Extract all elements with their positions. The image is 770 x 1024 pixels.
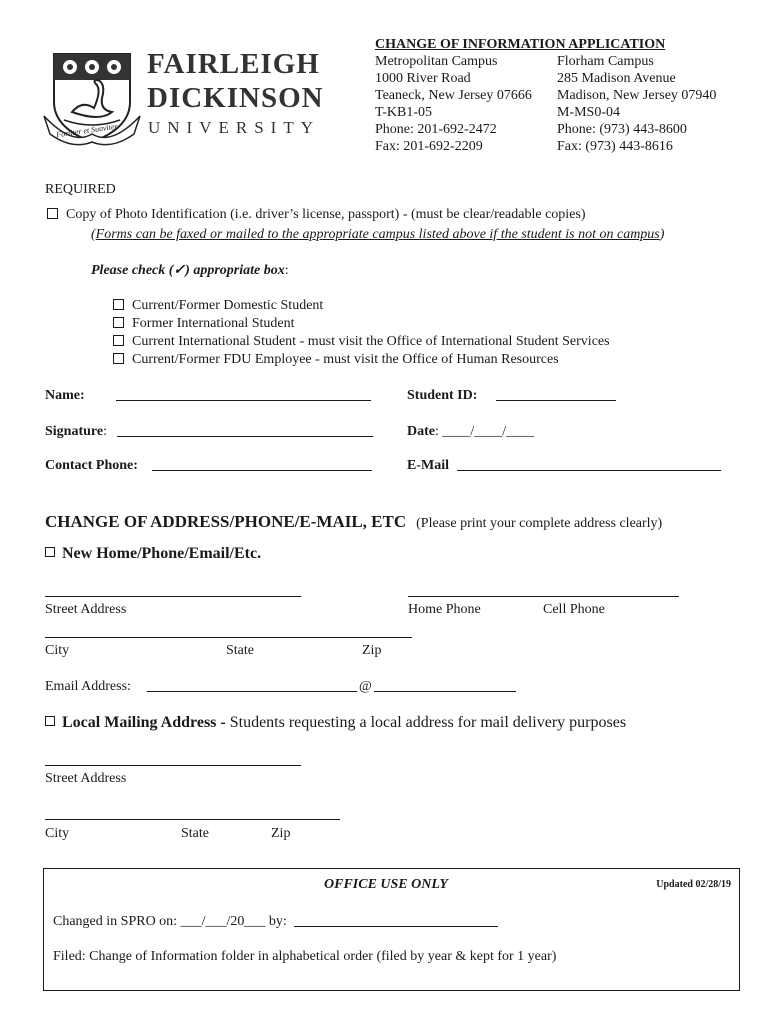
change-section-heading <box>45 512 662 532</box>
metro-campus-address <box>375 53 532 155</box>
photo-id-checkbox[interactable] <box>47 208 58 219</box>
logo-line-dickinson: DICKINSON <box>147 82 324 114</box>
status-option-label: Current/Former Domestic Student <box>132 298 324 313</box>
city-label: City <box>45 643 70 658</box>
logo-line-university: UNIVERSITY <box>148 118 320 137</box>
signature-label <box>45 423 107 440</box>
date-field[interactable] <box>407 423 534 440</box>
zip-label: Zip <box>362 643 382 658</box>
status-option-label: Former International Student <box>132 316 295 331</box>
florham-line: Phone: (973) 443-8600 <box>557 122 687 137</box>
change-section-title: CHANGE OF ADDRESS/PHONE/E-MAIL, ETC <box>45 512 407 531</box>
new-home-checkbox[interactable] <box>45 547 55 557</box>
florham-line: M-MS0-04 <box>557 105 621 120</box>
local-city-label: City <box>45 826 70 841</box>
changed-in-spro-text: Changed in SPRO on: ___/___/20___ by: <box>53 914 287 929</box>
logo-line-fairleigh: FAIRLEIGH <box>147 48 320 80</box>
phone-field[interactable] <box>408 596 679 597</box>
local-zip-label: Zip <box>271 826 291 841</box>
local-mailing-option[interactable] <box>45 714 626 732</box>
photo-id-requirement <box>47 206 586 223</box>
florham-campus-address <box>557 53 716 155</box>
status-option[interactable] <box>113 315 610 333</box>
status-checkbox[interactable] <box>113 317 124 328</box>
contact-phone-field[interactable] <box>152 470 372 471</box>
photo-id-text: Copy of Photo Identification (i.e. driver’s license, passport) - (must be clear/readable copies) <box>66 207 586 222</box>
fax-note <box>91 226 664 243</box>
email-field[interactable] <box>457 470 721 471</box>
metro-line: Metropolitan Campus <box>375 54 498 69</box>
checkmark-icon: ✓ <box>173 263 186 278</box>
florham-line: 285 Madison Avenue <box>557 71 676 86</box>
city-state-zip-field[interactable] <box>45 637 412 638</box>
status-options-list <box>113 297 610 369</box>
contact-phone-label: Contact Phone: <box>45 458 138 473</box>
local-mailing-checkbox[interactable] <box>45 716 55 726</box>
florham-line: Florham Campus <box>557 54 654 69</box>
check-prompt-before: Please check ( <box>91 263 174 278</box>
metro-line: Fax: 201-692-2209 <box>375 139 483 154</box>
status-option[interactable] <box>113 351 610 369</box>
required-label: REQUIRED <box>45 182 116 197</box>
signature-field[interactable] <box>117 436 373 437</box>
street-address-field[interactable] <box>45 596 301 597</box>
changed-by-field[interactable] <box>294 926 498 927</box>
name-label: Name: <box>45 388 85 403</box>
florham-line: Fax: (973) 443-8616 <box>557 139 673 154</box>
signature-colon: : <box>103 424 107 439</box>
changed-in-spro[interactable] <box>53 913 498 930</box>
status-option-label: Current/Former FDU Employee - must visit the Office of Human Resources <box>132 352 559 367</box>
status-option-label: Current International Student - must visit the Office of International Student Services <box>132 334 610 349</box>
form-title: CHANGE OF INFORMATION APPLICATION <box>375 37 666 52</box>
office-use-title: OFFICE USE ONLY <box>324 877 448 892</box>
metro-line: 1000 River Road <box>375 71 471 86</box>
status-checkbox[interactable] <box>113 299 124 310</box>
email-user-field[interactable] <box>147 691 357 692</box>
email-label: E-Mail <box>407 458 449 473</box>
fax-note-close: ) <box>659 227 665 242</box>
date-label: Date <box>407 424 435 439</box>
metro-line: Phone: 201-692-2472 <box>375 122 497 137</box>
florham-line: Madison, New Jersey 07940 <box>557 88 717 103</box>
metro-line: T-KB1-05 <box>375 105 433 120</box>
change-section-note: (Please print your complete address clearly) <box>416 516 663 531</box>
office-use-box <box>43 868 740 991</box>
local-street-label: Street Address <box>45 771 127 786</box>
check-prompt <box>91 262 289 279</box>
updated-date: Updated 02/28/19 <box>656 879 731 890</box>
date-blanks[interactable]: : ____/____/____ <box>435 424 535 439</box>
at-symbol: @ <box>359 679 372 694</box>
email-address-label: Email Address: <box>45 679 131 694</box>
local-mailing-desc: Students requesting a local address for mail delivery purposes <box>225 714 627 731</box>
home-phone-label: Home Phone <box>408 602 481 617</box>
status-option[interactable] <box>113 297 610 315</box>
local-mailing-title: Local Mailing Address - <box>62 714 226 731</box>
status-option[interactable] <box>113 333 610 351</box>
student-id-label: Student ID: <box>407 388 478 403</box>
email-domain-field[interactable] <box>374 691 516 692</box>
local-street-field[interactable] <box>45 765 301 766</box>
new-home-option[interactable] <box>45 545 261 563</box>
local-city-field[interactable] <box>45 819 340 820</box>
metro-line: Teaneck, New Jersey 07666 <box>375 88 532 103</box>
student-id-field[interactable] <box>496 400 616 401</box>
university-logo <box>42 48 332 148</box>
check-prompt-after: ) appropriate box <box>185 263 285 278</box>
name-field[interactable] <box>116 400 371 401</box>
state-label: State <box>226 643 254 658</box>
status-checkbox[interactable] <box>113 353 124 364</box>
motto-text: Fortiter et Suaviter <box>55 121 119 140</box>
street-address-label: Street Address <box>45 602 127 617</box>
signature-label-text: Signature <box>45 424 104 439</box>
new-home-label: New Home/Phone/Email/Etc. <box>62 545 262 562</box>
filed-note: Filed: Change of Information folder in alphabetical order (filed by year & kept for 1 year) <box>53 949 557 964</box>
check-prompt-colon: : <box>284 263 289 278</box>
cell-phone-label: Cell Phone <box>543 602 605 617</box>
status-checkbox[interactable] <box>113 335 124 346</box>
fax-note-text: Forms can be faxed or mailed to the appropriate campus listed above if the student is not on campus <box>95 227 660 242</box>
local-state-label: State <box>181 826 209 841</box>
fax-note-open: ( <box>91 227 96 242</box>
